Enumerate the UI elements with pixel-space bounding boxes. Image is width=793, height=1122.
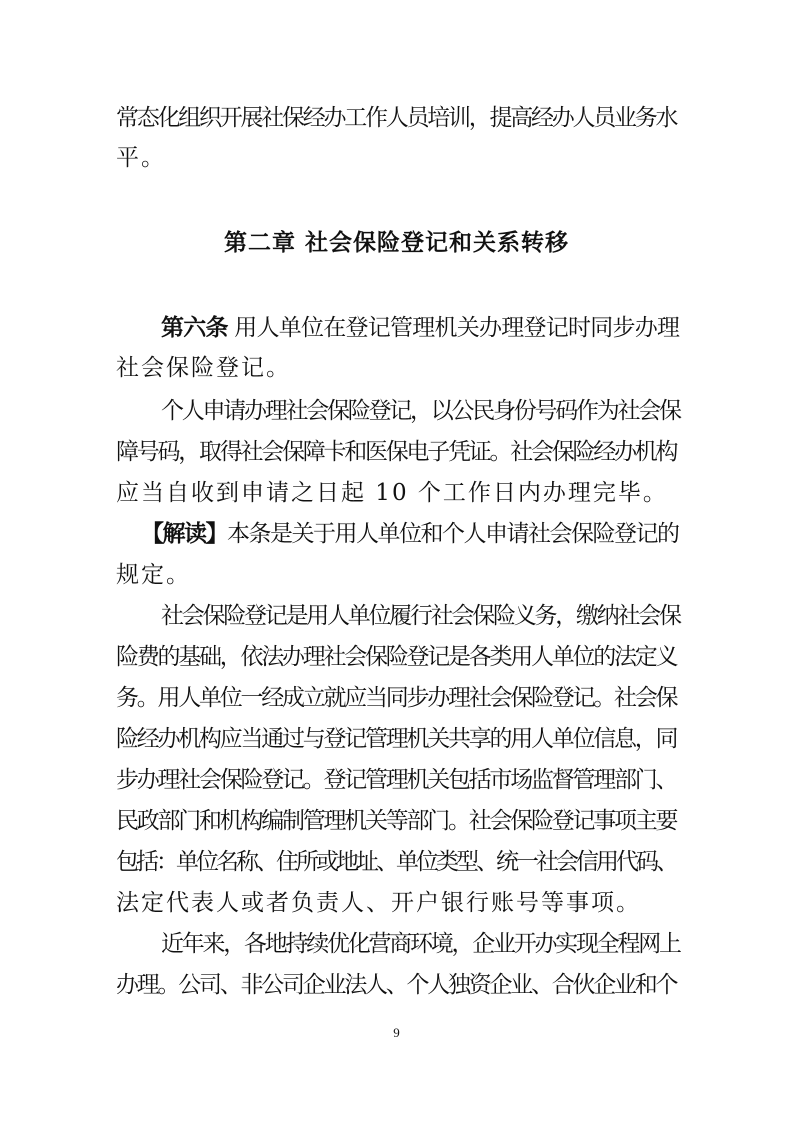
paragraph-line: 应当自收到申请之日起 10 个工作日内办理完毕。 — [116, 480, 668, 506]
paragraph-line: 个人申请办理社会保险登记，以公民身份号码作为社会保 — [161, 398, 680, 424]
paragraph-line: 险费的基础，依法办理社会保险登记是各类用人单位的法定义 — [116, 644, 677, 670]
interpretation-line — [141, 519, 679, 549]
paragraph-line: 步办理社会保险登记。登记管理机关包括市场监督管理部门、 — [116, 767, 677, 793]
interpretation-line: 规定。 — [116, 562, 191, 588]
paragraph-line: 平。 — [116, 145, 166, 171]
article-text: 用人单位在登记管理机关办理登记时同步办理 — [227, 315, 680, 341]
paragraph-line: 障号码，取得社会保障卡和医保电子凭证。社会保险经办机构 — [116, 439, 677, 465]
paragraph-line: 包括：单位名称、住所或地址、单位类型、统一社会信用代码、 — [116, 849, 676, 875]
paragraph-line: 社会保险登记是用人单位履行社会保险义务，缴纳社会保 — [161, 603, 680, 629]
interpretation-label: 【解读】 — [141, 521, 227, 547]
paragraph-line: 法定代表人或者负责人、开户银行账号等事项。 — [116, 890, 641, 916]
article-line — [161, 313, 679, 343]
paragraph-line: 近年来，各地持续优化营商环境，企业开办实现全程网上 — [161, 931, 680, 957]
paragraph-line: 险经办机构应当通过与登记管理机关共享的用人单位信息，同 — [116, 726, 677, 752]
paragraph-line: 民政部门和机构编制管理机关等部门。社会保险登记事项主要 — [116, 808, 677, 834]
interpretation-text: 本条是关于用人单位和个人申请社会保险登记的 — [227, 521, 679, 547]
article-label: 第六条 — [161, 315, 228, 341]
paragraph-line: 办理。公司、非公司企业法人、个人独资企业、合伙企业和个 — [116, 972, 677, 998]
chapter-heading: 第二章 社会保险登记和关系转移 — [223, 230, 569, 256]
article-line: 社会保险登记。 — [116, 355, 291, 381]
paragraph-line: 务。用人单位一经成立就应当同步办理社会保险登记。社会保 — [116, 685, 677, 711]
page-number: 9 — [393, 1025, 400, 1040]
paragraph-line: 常态化组织开展社保经办工作人员培训，提高经办人员业务水 — [116, 105, 677, 131]
